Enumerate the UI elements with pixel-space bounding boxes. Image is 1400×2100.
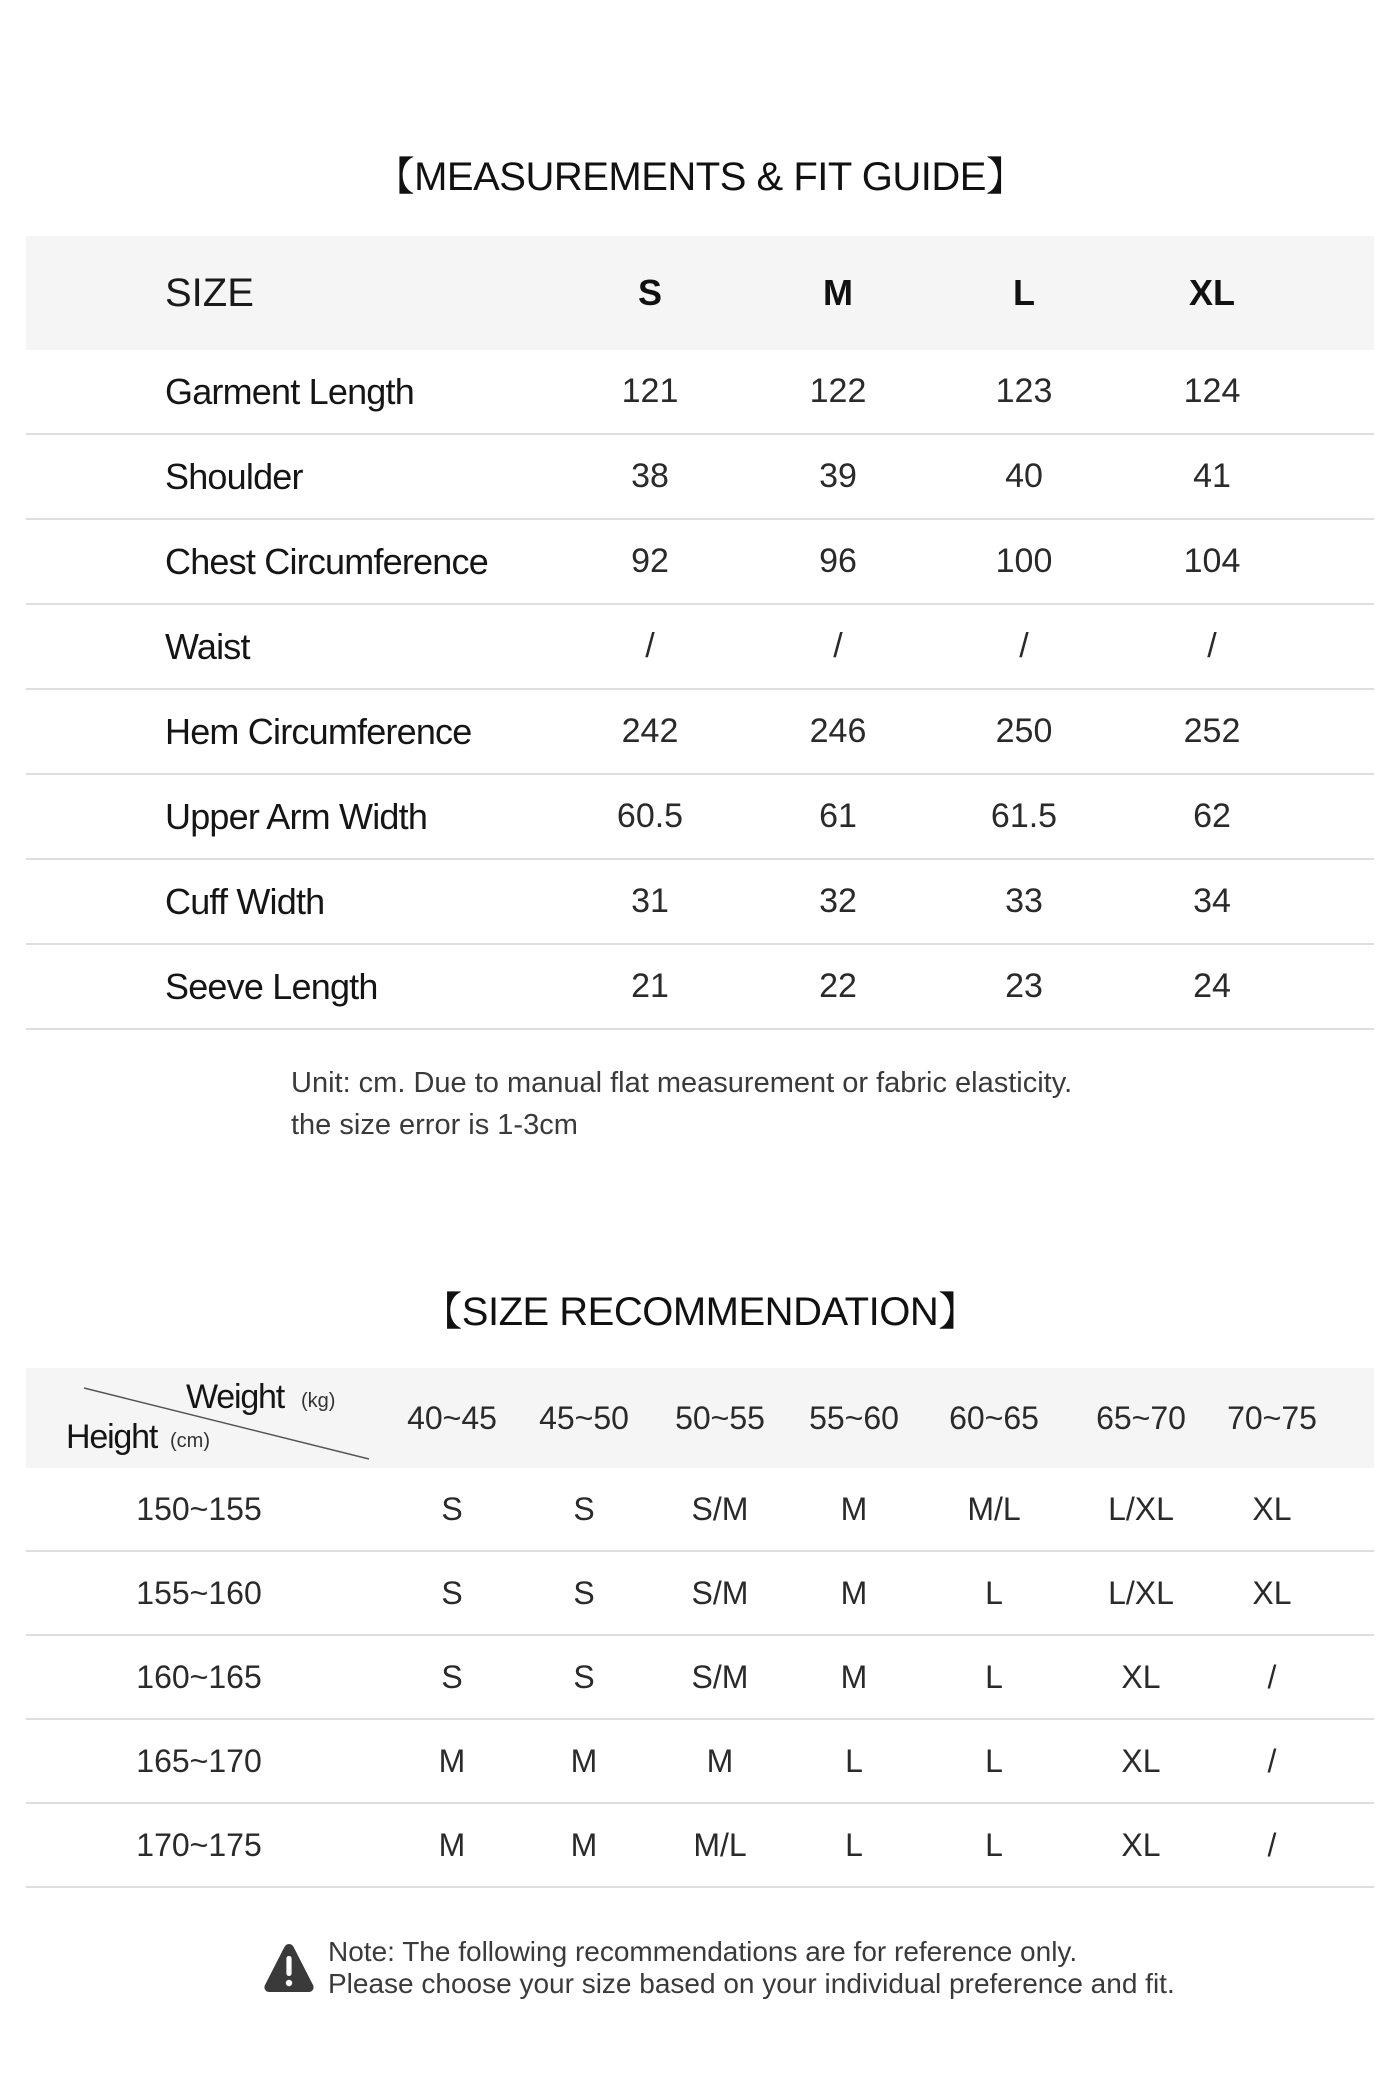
weight-unit: (kg) bbox=[301, 1390, 336, 1412]
table-cell: 252 bbox=[1183, 712, 1241, 750]
height-unit: (cm) bbox=[170, 1430, 210, 1452]
table-cell: M bbox=[706, 1742, 734, 1779]
table-cell: S bbox=[573, 1490, 595, 1527]
table-cell: 96 bbox=[819, 542, 857, 580]
recommendation-table bbox=[26, 1368, 1374, 1888]
table-cell: / bbox=[1207, 627, 1217, 665]
corner-cell bbox=[26, 1368, 346, 1468]
table-cell: S/M bbox=[691, 1490, 749, 1527]
table-cell: S bbox=[441, 1574, 463, 1611]
table-cell: 21 bbox=[631, 967, 669, 1005]
size-header-m: M bbox=[823, 272, 853, 313]
table-cell: 123 bbox=[995, 372, 1053, 410]
unit-note bbox=[291, 1062, 1072, 1146]
table-cell: 121 bbox=[621, 372, 679, 410]
table-cell: M bbox=[438, 1742, 466, 1779]
row-label: Chest Circumference bbox=[165, 540, 488, 582]
table-row bbox=[26, 860, 1374, 945]
table-cell: 40 bbox=[1005, 457, 1043, 495]
table-cell: 39 bbox=[819, 457, 857, 495]
weight-header: 65~70 bbox=[1096, 1399, 1186, 1436]
table-cell: 24 bbox=[1193, 967, 1231, 1005]
table-cell: L bbox=[985, 1742, 1003, 1779]
height-label: 160~165 bbox=[136, 1658, 262, 1695]
table-cell: / bbox=[1019, 627, 1029, 665]
table-cell: XL bbox=[1252, 1490, 1292, 1527]
table-cell: / bbox=[1267, 1742, 1277, 1779]
table-cell: L bbox=[845, 1742, 863, 1779]
table-cell: 32 bbox=[819, 882, 857, 920]
table-cell: M bbox=[840, 1490, 868, 1527]
row-label: Hem Circumference bbox=[165, 710, 472, 752]
measurements-header-row bbox=[26, 236, 1374, 350]
table-cell: S/M bbox=[691, 1658, 749, 1695]
table-cell: 22 bbox=[819, 967, 857, 1005]
table-cell: 61.5 bbox=[990, 797, 1058, 835]
table-cell: M bbox=[840, 1574, 868, 1611]
table-row bbox=[26, 1636, 1374, 1720]
table-cell: L bbox=[845, 1826, 863, 1863]
table-cell: 60.5 bbox=[616, 797, 684, 835]
height-label: 150~155 bbox=[136, 1490, 262, 1527]
table-cell: 250 bbox=[995, 712, 1053, 750]
table-cell: 104 bbox=[1183, 542, 1241, 580]
table-cell: 100 bbox=[995, 542, 1053, 580]
table-row bbox=[26, 1552, 1374, 1636]
table-row bbox=[26, 690, 1374, 775]
weight-header: 55~60 bbox=[809, 1399, 899, 1436]
row-label: Cuff Width bbox=[165, 880, 325, 922]
reference-note-line1: Note: The following recommendations are for reference only. bbox=[328, 1936, 1078, 1967]
weight-header: 40~45 bbox=[407, 1399, 497, 1436]
table-cell: 23 bbox=[1005, 967, 1043, 1005]
table-cell: / bbox=[1267, 1658, 1277, 1695]
table-cell: M bbox=[570, 1826, 598, 1863]
weight-header: 50~55 bbox=[675, 1399, 765, 1436]
recommendation-title: 【SIZE RECOMMENDATION】 bbox=[422, 1290, 978, 1334]
row-label: Upper Arm Width bbox=[165, 795, 428, 837]
table-cell: M bbox=[570, 1742, 598, 1779]
unit-note-line2: the size error is 1-3cm bbox=[291, 1109, 578, 1141]
table-cell: 246 bbox=[809, 712, 867, 750]
table-cell: XL bbox=[1252, 1574, 1292, 1611]
table-row bbox=[26, 605, 1374, 690]
height-label: 155~160 bbox=[136, 1574, 262, 1611]
size-header-label: SIZE bbox=[165, 270, 254, 315]
table-row bbox=[26, 945, 1374, 1030]
row-label: Waist bbox=[165, 625, 250, 667]
table-cell: / bbox=[645, 627, 655, 665]
table-cell: S bbox=[441, 1658, 463, 1695]
size-header-l: L bbox=[1013, 272, 1035, 313]
table-cell: / bbox=[833, 627, 843, 665]
table-row bbox=[26, 1720, 1374, 1804]
table-cell: 33 bbox=[1005, 882, 1043, 920]
table-cell: 61 bbox=[819, 797, 857, 835]
weight-header: 70~75 bbox=[1227, 1399, 1317, 1436]
table-cell: S bbox=[573, 1574, 595, 1611]
height-label: 165~170 bbox=[136, 1742, 262, 1779]
table-row bbox=[26, 435, 1374, 520]
table-row bbox=[26, 520, 1374, 605]
row-label: Seeve Length bbox=[165, 965, 378, 1007]
warning-icon bbox=[262, 1941, 316, 1995]
row-label: Garment Length bbox=[165, 370, 414, 412]
table-cell: M/L bbox=[967, 1490, 1021, 1527]
table-cell: XL bbox=[1121, 1826, 1161, 1863]
table-row bbox=[26, 350, 1374, 435]
weight-axis-label: Weight bbox=[186, 1378, 285, 1416]
table-cell: S/M bbox=[691, 1574, 749, 1611]
table-cell: 124 bbox=[1183, 372, 1241, 410]
table-cell: L bbox=[985, 1658, 1003, 1695]
size-header-xl: XL bbox=[1188, 272, 1235, 313]
measurements-table bbox=[26, 236, 1374, 1030]
table-cell: M/L bbox=[693, 1826, 747, 1863]
height-axis-label: Height bbox=[66, 1418, 158, 1456]
table-cell: M bbox=[840, 1658, 868, 1695]
size-header-s: S bbox=[637, 272, 662, 313]
table-cell: 34 bbox=[1193, 882, 1231, 920]
table-cell: M bbox=[438, 1826, 466, 1863]
table-cell: 31 bbox=[631, 882, 669, 920]
table-cell: L bbox=[985, 1574, 1003, 1611]
height-label: 170~175 bbox=[136, 1826, 262, 1863]
table-cell: L bbox=[985, 1826, 1003, 1863]
table-cell: S bbox=[441, 1490, 463, 1527]
reference-note-line2: Please choose your size based on your individual preference and fit. bbox=[328, 1968, 1175, 1999]
reference-note bbox=[262, 1936, 1175, 2000]
reference-note-text bbox=[328, 1936, 1175, 2000]
table-row bbox=[26, 775, 1374, 860]
table-cell: XL bbox=[1121, 1742, 1161, 1779]
weight-header: 60~65 bbox=[949, 1399, 1039, 1436]
table-cell: S bbox=[573, 1658, 595, 1695]
table-row bbox=[26, 1804, 1374, 1888]
table-cell: L/XL bbox=[1108, 1490, 1174, 1527]
weight-header: 45~50 bbox=[539, 1399, 629, 1436]
table-cell: 38 bbox=[631, 457, 669, 495]
table-cell: 122 bbox=[809, 372, 867, 410]
table-cell: 92 bbox=[631, 542, 669, 580]
measurements-title: 【MEASUREMENTS & FIT GUIDE】 bbox=[374, 155, 1026, 199]
row-label: Shoulder bbox=[165, 455, 303, 497]
table-cell: L/XL bbox=[1108, 1574, 1174, 1611]
table-cell: 242 bbox=[621, 712, 679, 750]
unit-note-line1: Unit: cm. Due to manual flat measurement or fabric elasticity. bbox=[291, 1067, 1073, 1099]
table-cell: 41 bbox=[1193, 457, 1231, 495]
recommendation-header-row bbox=[26, 1368, 1374, 1468]
table-cell: / bbox=[1267, 1826, 1277, 1863]
table-cell: 62 bbox=[1193, 797, 1231, 835]
table-row bbox=[26, 1468, 1374, 1552]
table-cell: XL bbox=[1121, 1658, 1161, 1695]
